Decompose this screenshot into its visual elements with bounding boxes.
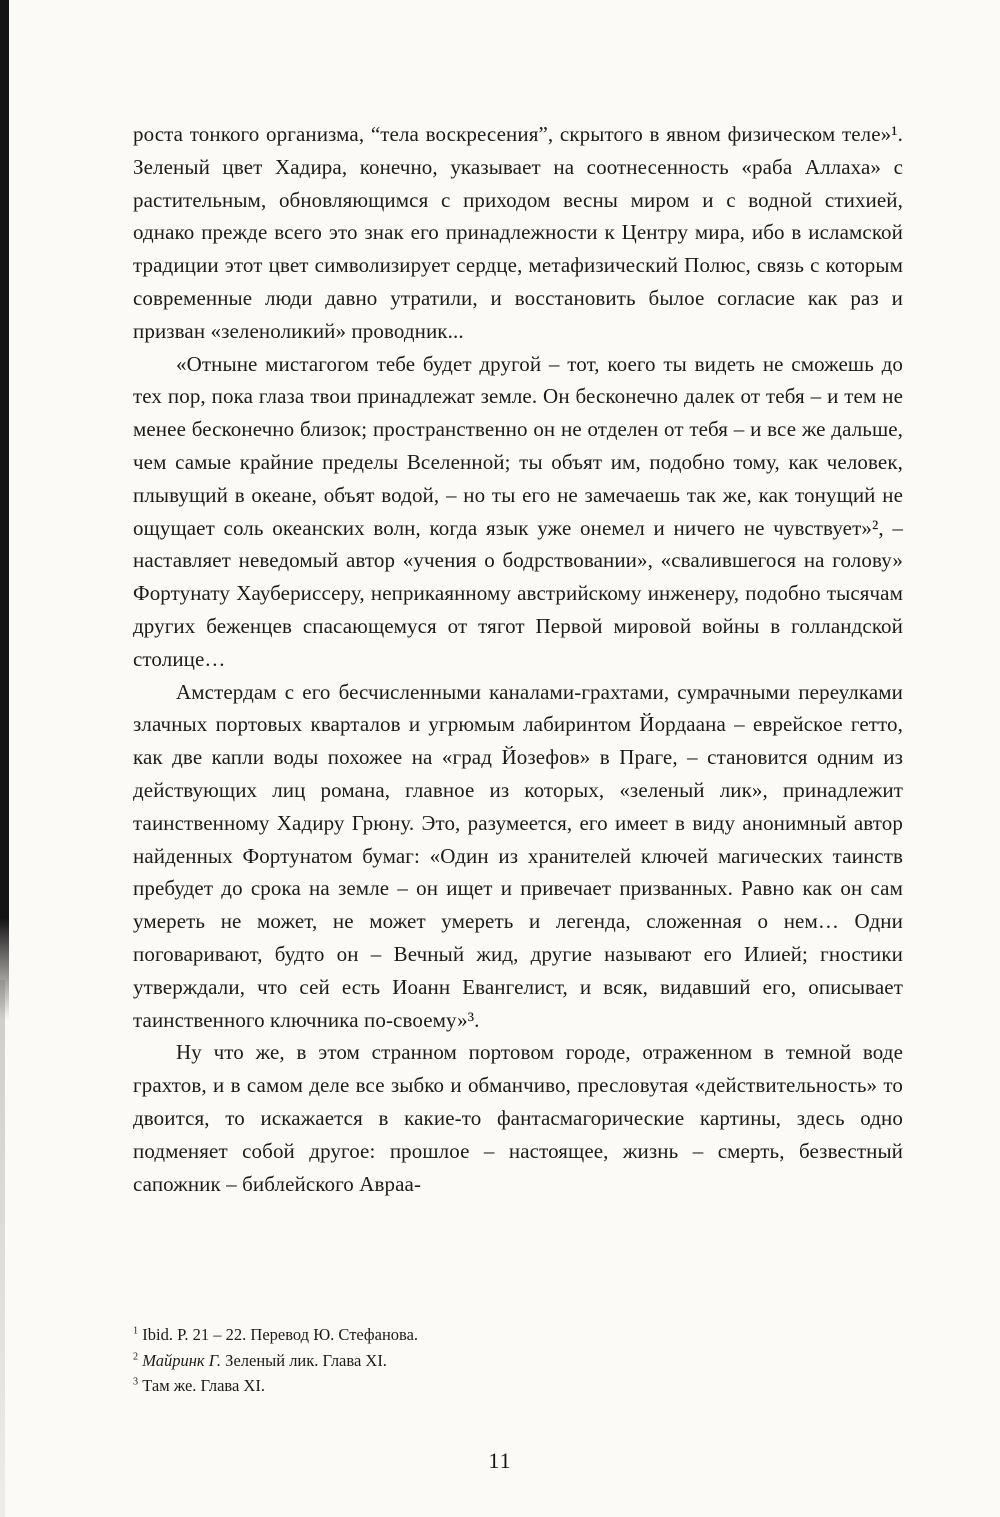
footnote-3-marker: 3 [133,1376,139,1388]
footnote-2-marker: 2 [133,1351,139,1362]
footnote-3-text: Там же. Глава XI. [138,1376,265,1395]
footnote-3 [133,1373,903,1399]
footnote-2 [133,1348,903,1374]
page-number: 11 [488,1448,512,1473]
footnote-2-text: Зеленый лик. Глава XI. [221,1350,387,1370]
footnote-1-marker: 1 [133,1325,139,1337]
paragraph-2: «Отныне мистагогом тебе будет другой – тот, коего ты видеть не сможешь до тех пор, пока глаза твои принадлежат земле. Он бесконечно далек от тебя – и тем не менее бесконечно близок; пространственно он не отделен от тебя – и все же дальше, чем самые крайние пределы Вселенной; ты объят им, подобно тому, как человек, плывущий в океане, объят водой, – но ты его не замечаешь так же, как тонущий не ощущает соль океанских волн, когда язык уже онемел и ничего не чувствует»², – наставляет неведомый автор «учения о бодрствовании», «свалившегося на голову» Фортунату Хаубериссеру, неприкаянному австрийскому инженеру, подобно тысячам других беженцев спасающемуся от тягот Первой мировой войны в голландской столице… [133,351,903,671]
footnotes-block [133,1322,903,1399]
paragraph-1: роста тонкого организма, “тела воскресения”, скрытого в явном физическом теле»¹. Зеленый цвет Хадира, конечно, указывает на соотнесенность «раба Аллаха» с растительным, обновляющимся с приходом весны миром и с водной стихией, однако прежде всего это знак его принадлежности к Центру мира, ибо в исламской традиции этот цвет символизирует сердце, метафизический Полюс, связь с которым современные люди давно утратили, и восстановить былое согласие как раз и призван «зеленоликий» проводник... [133,122,903,343]
footnote-2-author: Майринк Г. [138,1350,222,1370]
footnote-1 [133,1322,903,1348]
paragraph-4: Ну что же, в этом странном портовом городе, отраженном в темной воде грахтов, и в самом деле все зыбко и обманчиво, пресловутая «действительность» то двоится, то искажается в какие-то фантасмагорические картины, здесь одно подменяет собой другое: прошлое – настоящее, жизнь – смерть, безвестный сапожник – библейского Авраа- [133,1040,903,1196]
scan-edge-artifact [0,0,9,1020]
paragraph-3: Амстердам с его бесчисленными каналами-грахтами, сумрачными переулками злачных портовых кварталов и угрюмым лабиринтом Йордаана – еврейское гетто, как две капли воды похожее на «град Йозефов» в Праге, – становится одним из действующих лиц романа, главное из которых, «зеленый лик», принадлежит таинственному Хадиру Грюну. Это, разумеется, его имеет в виду анонимный автор найденных Фортунатом бумаг: «Один из хранителей ключей магических таинств пребудет до срока на земле – он ищет и привечает призванных. Равно как он сам умереть не может, не может умереть и легенда, сложенная о нем… Одни поговаривают, будто он – Вечный жид, другие называют его Илией; гностики утверждали, что сей есть Иоанн Евангелист, и всяк, видавший его, описывает таинственного ключника по-своему»³. [133,679,903,1032]
footnote-1-text: Ibid. P. 21 – 22. Перевод Ю. Стефанова. [138,1325,419,1344]
scan-edge-shadow [0,980,5,1517]
page-text-block [133,118,903,1200]
